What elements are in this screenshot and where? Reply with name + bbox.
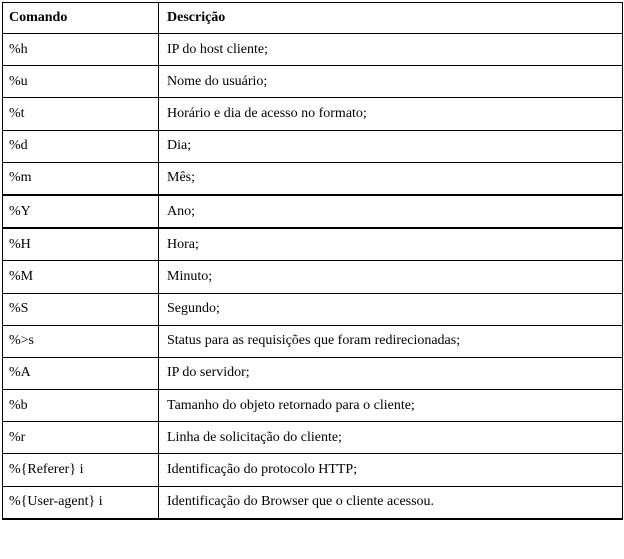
command-cell: %A [3,357,159,389]
command-cell: %u [3,66,159,98]
command-cell: %b [3,390,159,422]
description-cell: Status para as requisições que foram redirecionadas; [159,325,623,357]
command-cell: %S [3,293,159,325]
description-cell: Linha de solicitação do cliente; [159,422,623,454]
table-row [3,293,623,325]
table-row [3,261,623,293]
table-row [3,454,623,486]
table-row [3,195,623,228]
table-row [3,98,623,130]
table-header-row [3,3,623,34]
command-cell: %M [3,261,159,293]
table-row [3,357,623,389]
description-cell: Dia; [159,130,623,162]
command-cell: %m [3,162,159,195]
table-row [3,486,623,519]
description-cell: Horário e dia de acesso no formato; [159,98,623,130]
table-row [3,66,623,98]
description-cell: IP do host cliente; [159,34,623,66]
command-cell: %r [3,422,159,454]
command-cell: %>s [3,325,159,357]
command-cell: %{Referer} i [3,454,159,486]
description-cell: Hora; [159,228,623,261]
command-cell: %H [3,228,159,261]
command-cell: %Y [3,195,159,228]
command-cell: %d [3,130,159,162]
description-cell: Minuto; [159,261,623,293]
table-row [3,130,623,162]
column-header-command: Comando [3,3,159,34]
description-cell: Tamanho do objeto retornado para o cliente; [159,390,623,422]
table-row [3,390,623,422]
command-cell: %t [3,98,159,130]
description-cell: Identificação do Browser que o cliente acessou. [159,486,623,519]
description-cell: IP do servidor; [159,357,623,389]
command-cell: %{User-agent} i [3,486,159,519]
description-cell: Identificação do protocolo HTTP; [159,454,623,486]
column-header-description: Descrição [159,3,623,34]
table-row [3,422,623,454]
description-cell: Ano; [159,195,623,228]
description-cell: Segundo; [159,293,623,325]
table-row [3,162,623,195]
description-cell: Nome do usuário; [159,66,623,98]
command-cell: %h [3,34,159,66]
table-row [3,325,623,357]
description-cell: Mês; [159,162,623,195]
command-table [2,2,623,520]
table-row [3,228,623,261]
table-row [3,34,623,66]
